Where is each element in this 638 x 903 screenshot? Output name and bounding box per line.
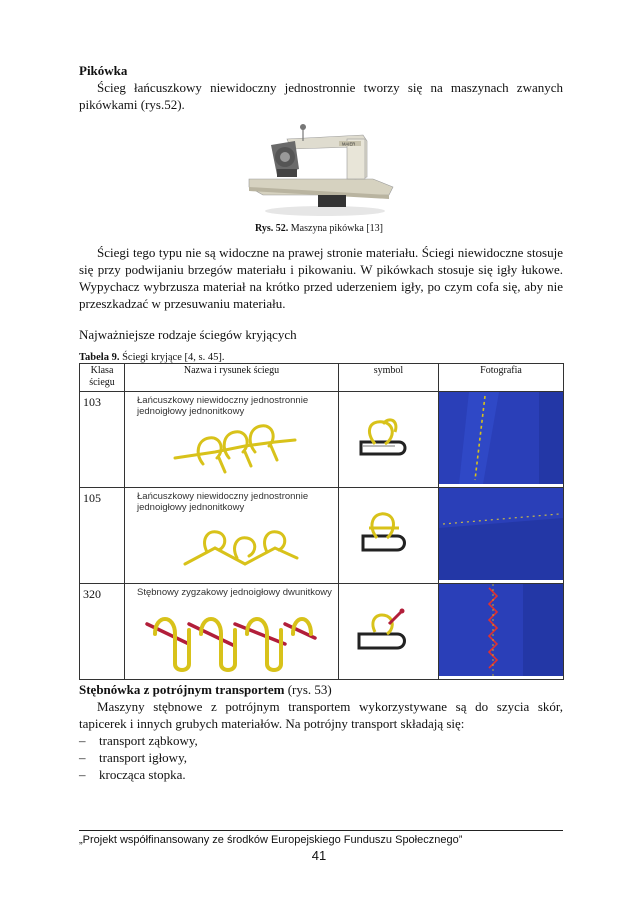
stitch-drawing — [125, 488, 337, 580]
stitch-label-line1: Łańcuszkowy niewidoczny jednostronnie — [137, 395, 309, 406]
body-paragraph: Ściegi tego typu nie są widoczne na prawej stronie materiału. Ściegi niewidoczne stosuje się przy podwijaniu brzegów materiału i pikowaniu. W pikówkach stosuje się igły łukowe. Wypychacz wybrzusza materiał na krótko przed uderzeniem igły, po czym cofa się, aby nie przeszkadzać w przesuwaniu materiału. — [79, 245, 563, 311]
row-drawing-cell — [125, 584, 339, 680]
stebnowka-heading: Stębnówka z potrójnym transportem — [79, 682, 285, 697]
stitch-label-line1: Stębnowy zygzakowy jednoigłowy dwunitkowy — [137, 587, 332, 598]
row-photo-cell — [439, 392, 564, 488]
stitch-symbol — [339, 392, 437, 484]
row-symbol-cell — [339, 392, 439, 488]
list-item — [79, 732, 198, 749]
list-item-text: transport igłowy, — [99, 750, 187, 765]
footer-text: „Projekt współfinansowany ze środków Europejskiego Funduszu Społecznego” — [79, 834, 463, 846]
table-title — [79, 352, 224, 363]
section-heading-pikowka: Pikówka — [79, 63, 128, 78]
row-klasa: 320 — [80, 584, 125, 680]
list-dash: – — [79, 750, 86, 765]
row-photo-cell — [439, 488, 564, 584]
list-item — [79, 766, 186, 783]
stitch-label-line2: jednoigłowy jednonitkowy — [137, 406, 245, 417]
list-dash: – — [79, 733, 86, 748]
stitch-photo — [439, 584, 563, 676]
row-symbol-cell — [339, 488, 439, 584]
row-drawing-cell — [125, 488, 339, 584]
footer-divider — [79, 830, 563, 831]
header-symbol: symbol — [339, 364, 439, 392]
figure-caption — [0, 223, 638, 234]
stitch-photo — [439, 392, 563, 484]
stitch-label-line1: Łańcuszkowy niewidoczny jednostronnie — [137, 491, 309, 502]
caption-text: Maszyna pikówka [13] — [288, 223, 383, 234]
row-symbol-cell — [339, 584, 439, 680]
row-photo-cell — [439, 584, 564, 680]
row-klasa: 105 — [80, 488, 125, 584]
table-title-text: Ściegi kryjące [4, s. 45]. — [119, 352, 225, 363]
table-row — [80, 392, 564, 488]
header-nazwa: Nazwa i rysunek ściegu — [125, 364, 339, 392]
header-klasa: Klasa ściegu — [80, 364, 125, 392]
row-klasa: 103 — [80, 392, 125, 488]
stitch-drawing — [125, 584, 337, 676]
table-row — [80, 488, 564, 584]
subheading-stitches: Najważniejsze rodzaje ściegów kryjących — [79, 327, 297, 342]
list-item — [79, 749, 187, 766]
stitch-photo — [439, 488, 563, 580]
stitch-drawing — [125, 392, 337, 484]
list-item-text: krocząca stopka. — [99, 767, 186, 782]
caption-label: Rys. 52. — [255, 223, 289, 234]
stebnowka-figure-ref: (rys. 53) — [284, 682, 332, 697]
intro-paragraph: Ścieg łańcuszkowy niewidoczny jednostronnie tworzy się na maszynach zwanych pikówkami (rys.52). — [79, 80, 563, 112]
list-dash: – — [79, 767, 86, 782]
table-header-row — [80, 364, 564, 392]
header-foto: Fotografia — [439, 364, 564, 392]
section-heading-stebnowka — [79, 681, 563, 698]
table-title-label: Tabela 9. — [79, 352, 120, 363]
machine-brand: MAIER — [342, 141, 356, 147]
stebnowka-paragraph: Maszyny stębnowe z potrójnym transportem wykorzystywane są do szycia skór, tapicerek i innych grubych materiałów. Na potrójny transport składają się: — [79, 699, 563, 731]
stitch-table — [79, 363, 564, 680]
page-number: 41 — [311, 848, 327, 863]
row-drawing-cell — [125, 392, 339, 488]
stitch-label-line2: jednoigłowy jednonitkowy — [137, 502, 245, 513]
machine-photo — [243, 121, 395, 217]
stitch-symbol — [339, 584, 437, 676]
table-row — [80, 584, 564, 680]
list-item-text: transport ząbkowy, — [99, 733, 198, 748]
stitch-symbol — [339, 488, 437, 580]
